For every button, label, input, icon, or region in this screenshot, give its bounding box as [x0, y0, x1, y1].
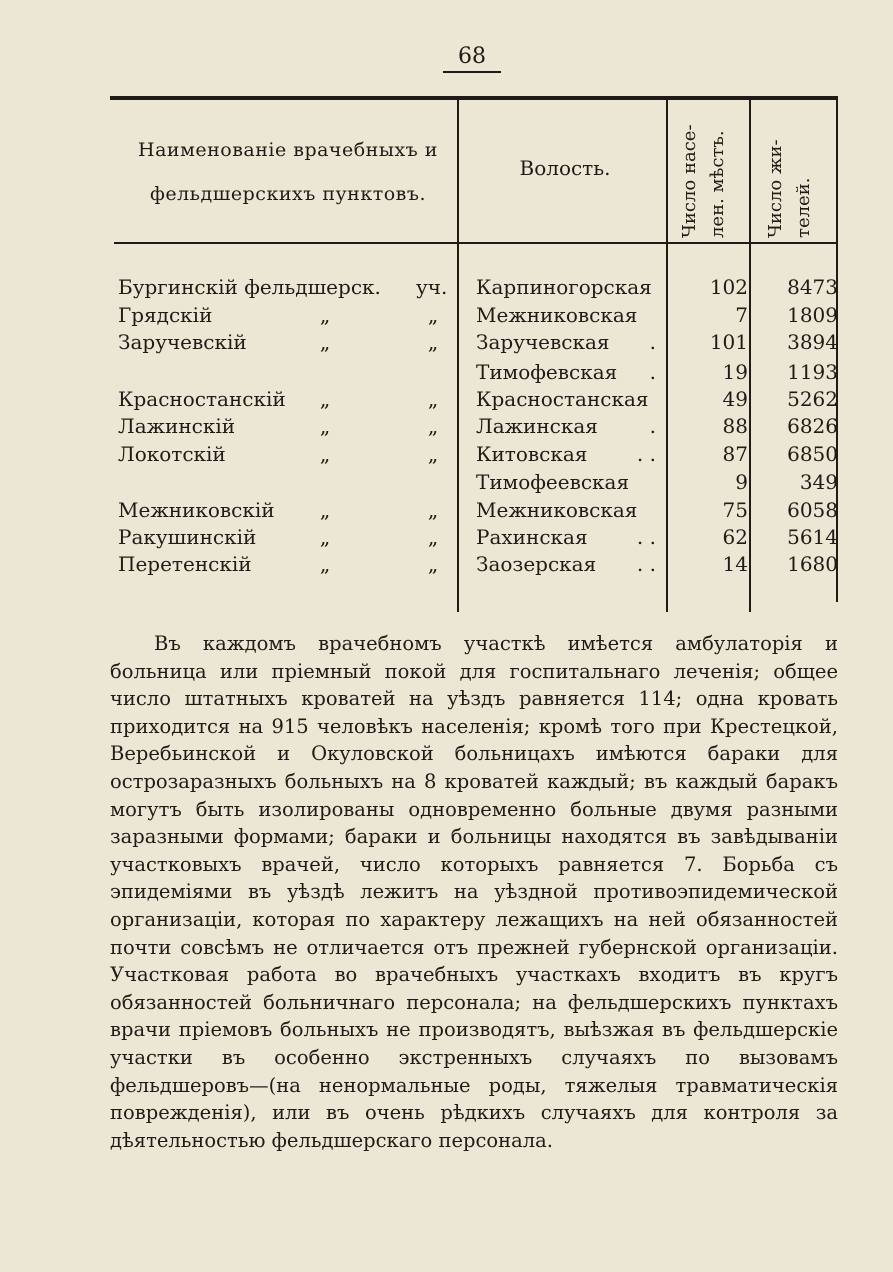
inhabitants-count-cell: 1193	[787, 360, 838, 384]
ditto-mark: „	[427, 414, 439, 438]
ditto-mark: „	[319, 552, 331, 576]
volost-cell: Межниковская	[476, 498, 638, 522]
ditto-mark: „	[319, 330, 331, 354]
point-name-cell: Ракушинскій	[118, 525, 257, 549]
places-count-cell: 75	[722, 498, 748, 522]
table-row	[110, 413, 838, 440]
header-volost: Волость.	[519, 156, 611, 180]
places-count-cell: 102	[709, 275, 748, 299]
volost-cell: Заозерская	[476, 552, 597, 576]
ditto-mark: „	[319, 414, 331, 438]
header-name-line1: Наименованіе врачебныхъ и	[138, 139, 438, 161]
volost-cell: Китовская	[476, 442, 588, 466]
inhabitants-count-cell: 1680	[787, 552, 838, 576]
unit-abbreviation: уч.	[416, 275, 448, 299]
inhabitants-count-cell: 5262	[787, 387, 838, 411]
header-name-line2: фельдшерскихъ пунктовъ.	[150, 183, 426, 205]
volost-cell: Заручевская	[476, 330, 610, 354]
places-count-cell: 49	[722, 387, 748, 411]
header-inhabitants-line1: Число жи-	[765, 139, 786, 238]
places-count-cell: 62	[722, 525, 748, 549]
ditto-mark: „	[427, 387, 439, 411]
inhabitants-count-cell: 6850	[787, 442, 838, 466]
volost-cell: Межниковская	[476, 303, 638, 327]
places-count-cell: 87	[722, 442, 748, 466]
point-name-cell: Красностанскій	[118, 387, 286, 411]
table-row	[110, 497, 838, 524]
places-count-cell: 14	[722, 552, 748, 576]
volost-cell: Рахинская	[476, 525, 588, 549]
table-row	[110, 469, 838, 496]
point-name-cell: Локотскій	[118, 442, 226, 466]
leader-dots: .	[649, 330, 656, 354]
places-count-cell: 7	[735, 303, 748, 327]
header-places-line1: Число насе-	[679, 124, 700, 238]
ditto-mark: „	[319, 303, 331, 327]
table-row	[110, 329, 838, 356]
ditto-mark: „	[427, 303, 439, 327]
leader-dots: . .	[636, 552, 656, 576]
table-row	[110, 274, 838, 301]
header-places	[676, 124, 732, 238]
ditto-mark: „	[427, 498, 439, 522]
table-row	[110, 524, 838, 551]
ditto-mark: „	[427, 442, 439, 466]
table-row	[110, 359, 838, 386]
ditto-mark: „	[319, 498, 331, 522]
inhabitants-count-cell: 6826	[787, 414, 838, 438]
ditto-mark: „	[427, 552, 439, 576]
header-places-line2: лен. мѣстъ.	[707, 130, 728, 238]
point-name-cell: Межниковскій	[118, 498, 275, 522]
ditto-mark: „	[319, 525, 331, 549]
point-name-cell: Бургинскій фельдшерск.	[118, 275, 381, 299]
leader-dots: .	[649, 360, 656, 384]
table-header-rule	[114, 242, 836, 244]
volost-cell: Лажинская	[476, 414, 598, 438]
places-count-cell: 88	[722, 414, 748, 438]
table-row	[110, 441, 838, 468]
volost-cell: Карпиногорская	[476, 275, 652, 299]
table-row	[110, 302, 838, 329]
points-table	[110, 96, 838, 612]
ditto-mark: „	[427, 525, 439, 549]
table-top-rule	[110, 96, 838, 100]
ditto-mark: „	[427, 330, 439, 354]
inhabitants-count-cell: 349	[799, 470, 838, 494]
volost-cell: Тимофевская	[476, 360, 618, 384]
places-count-cell: 101	[709, 330, 748, 354]
leader-dots: . .	[636, 442, 656, 466]
volost-cell: Тимофеевская	[476, 470, 630, 494]
inhabitants-count-cell: 6058	[787, 498, 838, 522]
inhabitants-count-cell: 8473	[787, 275, 838, 299]
inhabitants-count-cell: 1809	[787, 303, 838, 327]
places-count-cell: 19	[722, 360, 748, 384]
leader-dots: . .	[636, 525, 656, 549]
header-point-name	[118, 128, 458, 216]
point-name-cell: Заручевскій	[118, 330, 247, 354]
table-row	[110, 551, 838, 578]
leader-dots: .	[649, 414, 656, 438]
table-row	[110, 386, 838, 413]
page-number: 68	[443, 44, 501, 73]
point-name-cell: Грядскій	[118, 303, 213, 327]
point-name-cell: Перетенскій	[118, 552, 252, 576]
ditto-mark: „	[319, 387, 331, 411]
body-text	[110, 630, 838, 1154]
ditto-mark: „	[319, 442, 331, 466]
header-inhabitants-line2: телей.	[793, 177, 814, 238]
inhabitants-count-cell: 5614	[787, 525, 838, 549]
volost-cell: Красностанская	[476, 387, 649, 411]
point-name-cell: Лажинскій	[118, 414, 236, 438]
places-count-cell: 9	[735, 470, 748, 494]
body-paragraph: Въ каждомъ врачебномъ участкѣ имѣется амбулаторія и больница или пріемный покой для госпитальнаго леченія; общее число штатныхъ кроватей на уѣздъ равняется 114; одна кровать приходится на 915 человѣкъ населенія; кромѣ того при Крестецкой, Веребьинской и Окуловской больницахъ имѣются бараки для острозаразныхъ больныхъ на 8 кроватей каждый; въ каждый баракъ могутъ быть изолированы одновременно больные двумя разными заразными формами; бараки и больницы находятся въ завѣдываніи участковыхъ врачей, число которыхъ равняется 7. Борьба съ эпидеміями въ уѣздѣ лежитъ на уѣздной противоэпидемической организаціи, которая по характеру лежащихъ на ней обязанностей почти совсѣмъ не отличается отъ прежней губернской организаціи. Участковая работа во врачебныхъ участкахъ входитъ въ кругъ обязанностей больничнаго персонала; на фельдшерскихъ пунктахъ врачи пріемовъ больныхъ не производятъ, выѣзжая въ фельдшерскіе участки въ особенно экстренныхъ случаяхъ по вызовамъ фельдшеровъ—(на ненормальные роды, тяжелыя травматическія поврежденія), или въ очень рѣдкихъ случаяхъ для контроля за дѣятельностью фельдшерскаго персонала.	[110, 632, 838, 1152]
header-inhabitants	[762, 139, 818, 238]
inhabitants-count-cell: 3894	[787, 330, 838, 354]
